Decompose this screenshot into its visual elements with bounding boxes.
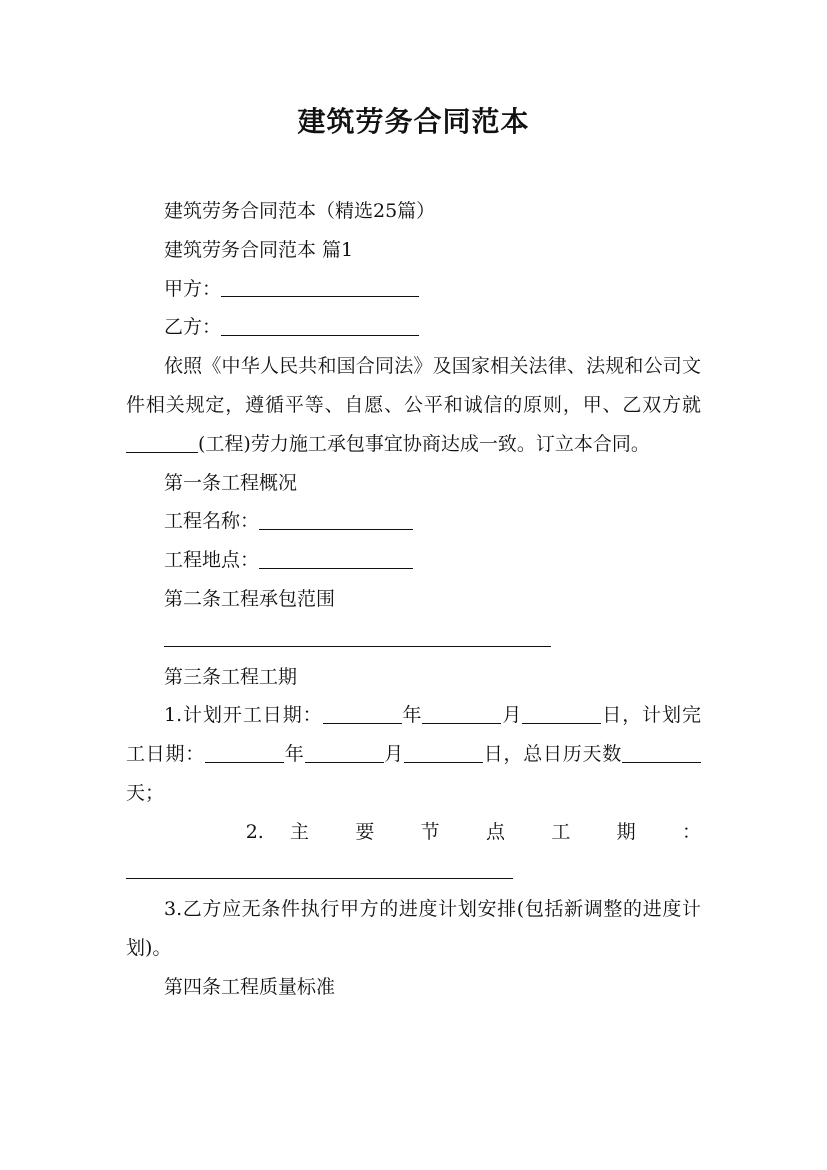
party-b-label: 乙方： (164, 316, 222, 339)
article4-heading: 第四条工程质量标准 (164, 975, 336, 998)
milestone-line (126, 852, 701, 891)
intro-text-part2: (工程)劳力施工承包事宜协商达成一致。订立本合同。 (198, 432, 650, 455)
schedule-item1 (126, 696, 701, 812)
scope-line (126, 619, 701, 658)
milestone-blank (126, 859, 513, 879)
article2-heading: 第二条工程承包范围 (164, 587, 336, 610)
article2-line (126, 580, 701, 619)
total-days-label: 日，总日历天数 (483, 743, 622, 766)
intro-paragraph (126, 347, 701, 463)
party-b-blank (221, 316, 419, 336)
finish-month-unit: 月 (383, 743, 404, 766)
schedule-item2 (126, 813, 701, 852)
start-day-blank (522, 704, 601, 724)
section-heading-text: 建筑劳务合同范本 篇1 (164, 238, 354, 261)
finish-year-unit: 年 (284, 743, 305, 766)
project-name-line (126, 502, 701, 541)
party-b-line (126, 308, 701, 347)
finish-year-blank (205, 743, 284, 763)
project-location-blank (259, 549, 413, 569)
days-unit: 天； (126, 781, 165, 804)
project-blank (126, 433, 198, 453)
start-year-blank (323, 704, 402, 724)
project-location-label: 工程地点： (164, 549, 260, 572)
total-days-blank (622, 743, 701, 763)
project-name-label: 工程名称： (164, 510, 260, 533)
article4-line (126, 968, 701, 1007)
article1-line (126, 464, 701, 503)
finish-month-blank (305, 743, 384, 763)
article3-heading: 第三条工程工期 (164, 665, 298, 688)
start-year-unit: 年 (401, 704, 423, 727)
start-month-unit: 月 (501, 704, 523, 727)
start-date-label: 1.计划开工日期： (164, 704, 323, 727)
milestone-label: 2. 主 要 节 点 工 期 ： (245, 820, 701, 843)
finish-day-blank (404, 743, 483, 763)
project-name-blank (259, 510, 413, 530)
subtitle-text: 建筑劳务合同范本（精选25篇） (164, 200, 436, 222)
subtitle-line (126, 192, 701, 231)
party-a-label: 甲方： (164, 277, 222, 300)
document-body (126, 192, 701, 1007)
party-a-line (126, 270, 701, 309)
project-location-line (126, 541, 701, 580)
schedule-item3-text: 3.乙方应无条件执行甲方的进度计划安排(包括新调整的进度计划)。 (126, 898, 701, 960)
intro-text-part1: 依照《中华人民共和国合同法》及国家相关法律、法规和公司文件相关规定，遵循平等、自愿、公平和诚信的原则，甲、乙双方就 (126, 355, 701, 416)
article1-heading: 第一条工程概况 (164, 471, 298, 494)
party-a-blank (221, 277, 419, 297)
start-month-blank (422, 704, 501, 724)
finish-date-label: 日，计划完工日期： (126, 704, 701, 766)
section-heading-line (126, 231, 701, 270)
document-title: 建筑劳务合同范本 (297, 105, 530, 138)
scope-blank (164, 627, 551, 647)
article3-line (126, 658, 701, 697)
schedule-item3 (126, 890, 701, 968)
